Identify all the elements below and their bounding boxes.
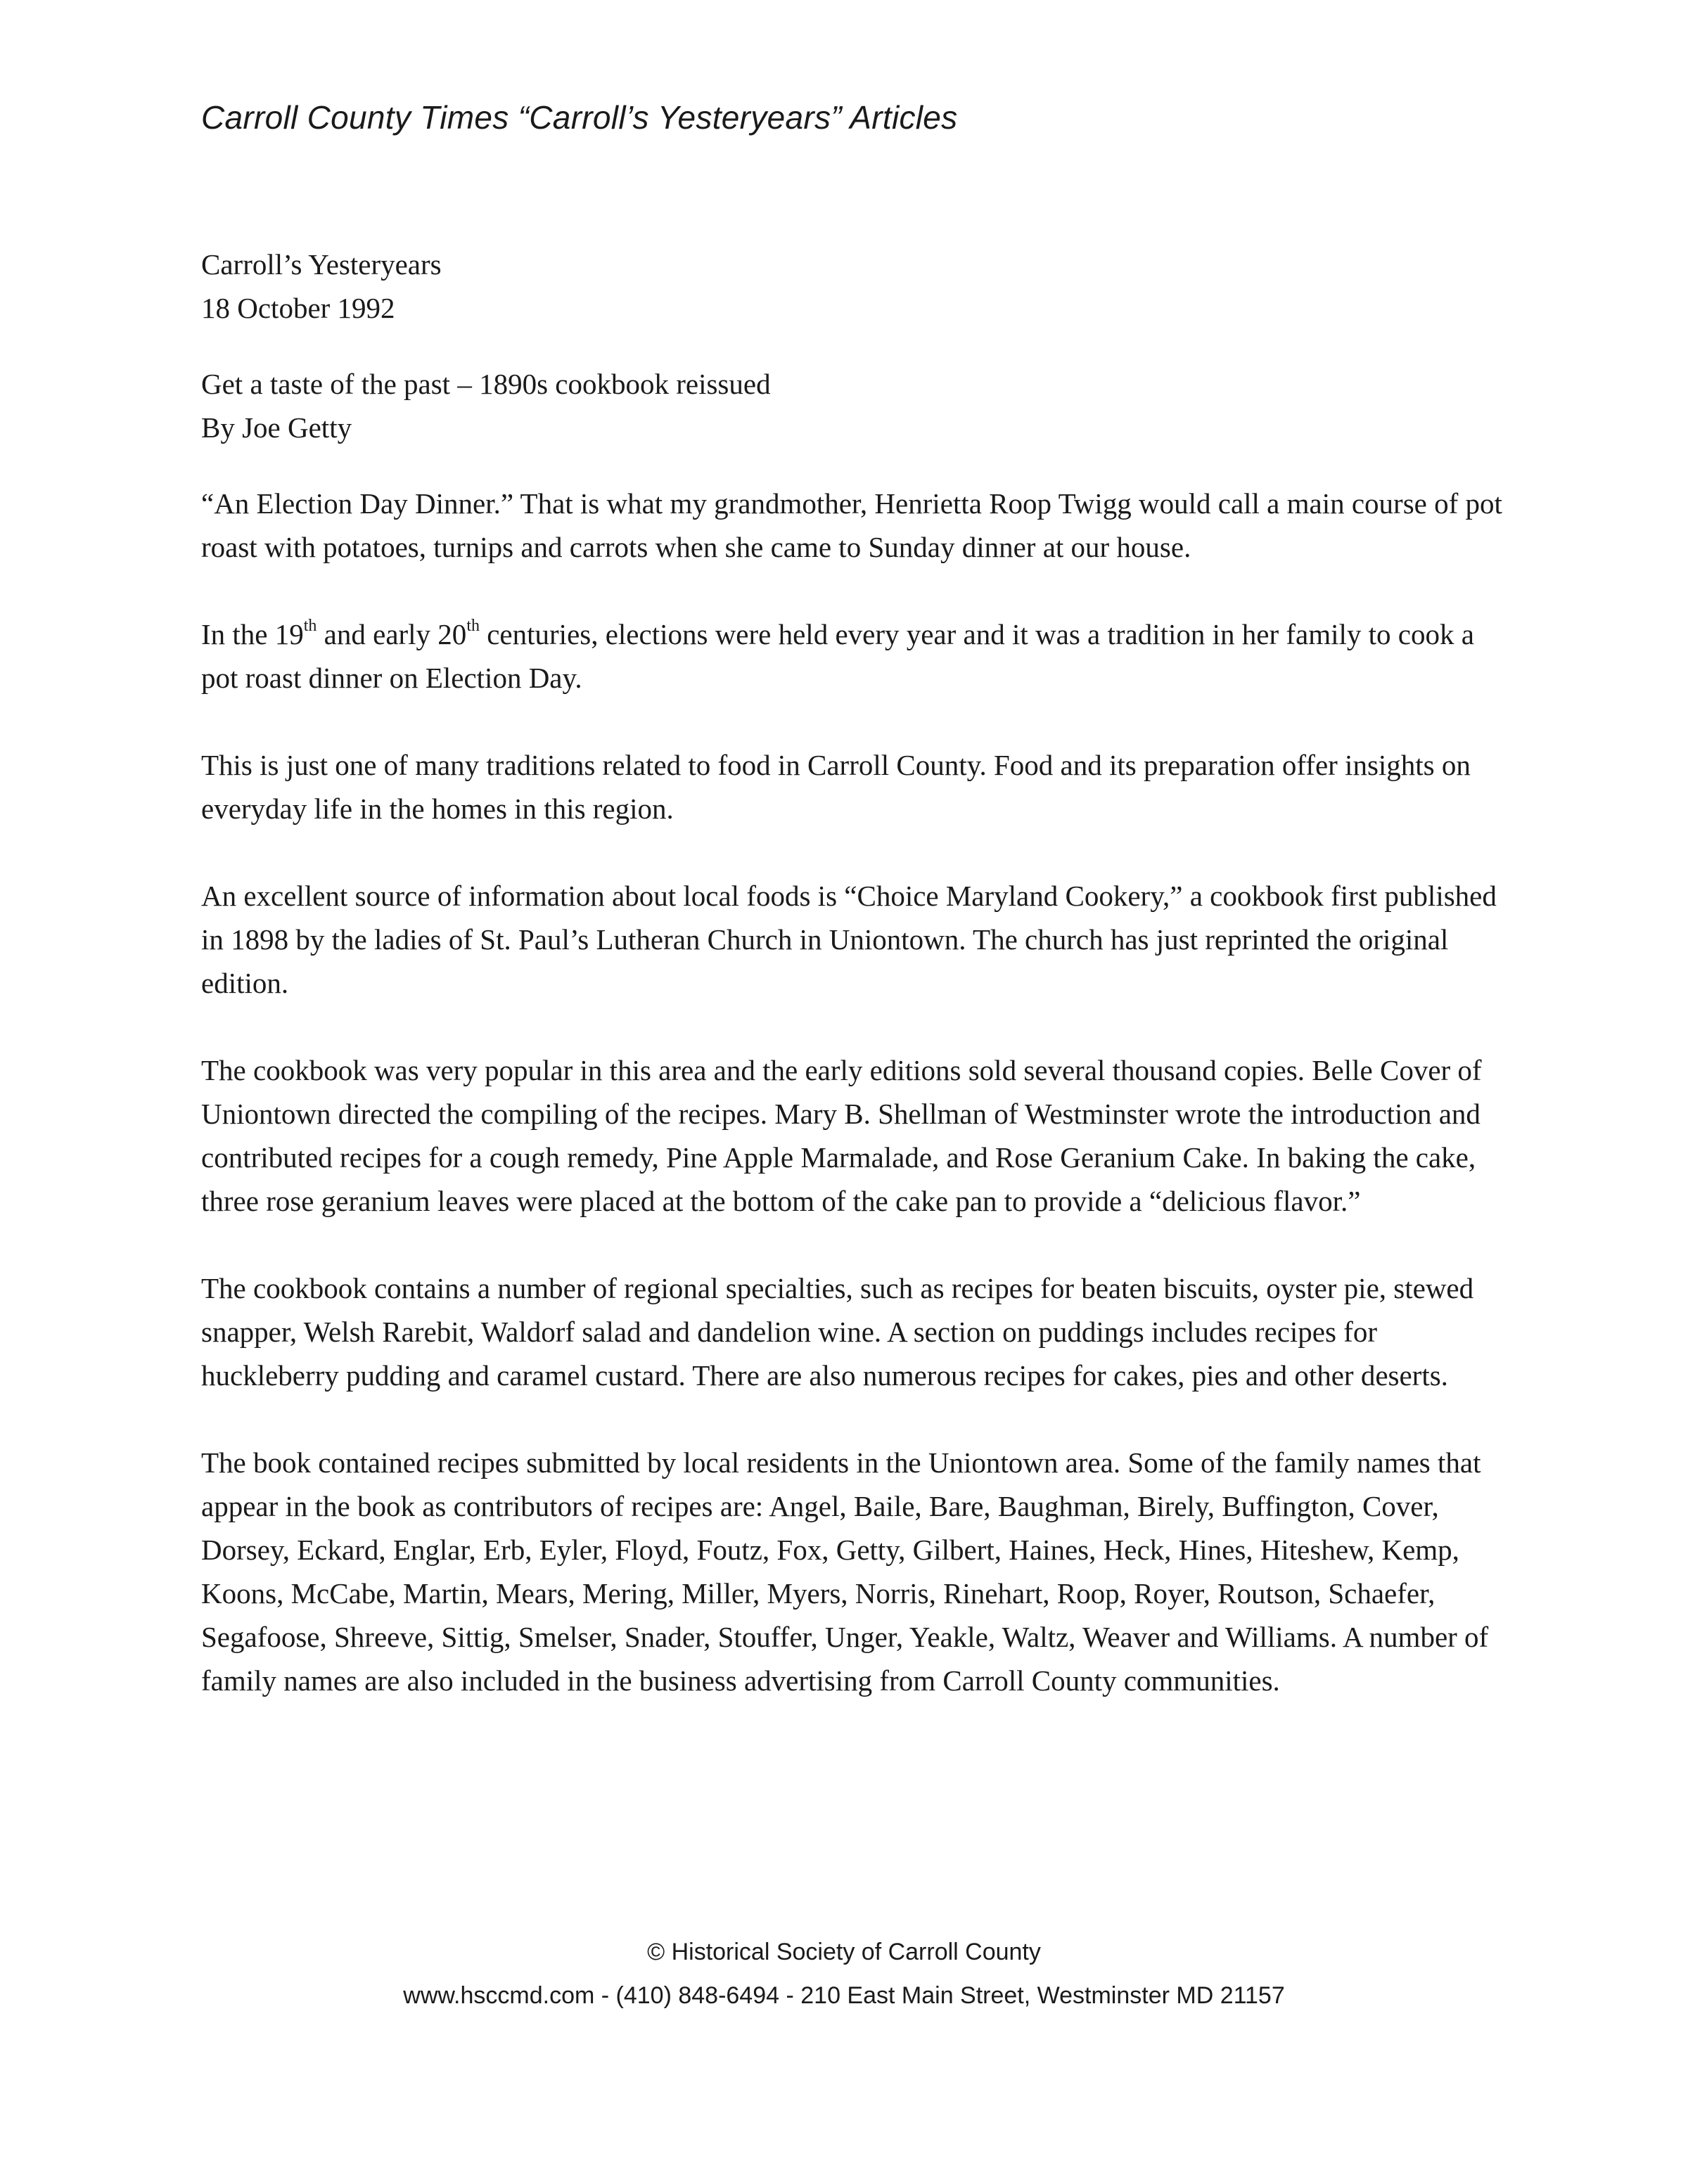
paragraph-contributors: The book contained recipes submitted by local residents in the Uniontown area. Some of the family names that appear in the book as contributors of recipes are: Angel, Baile, Bare, Baughman, Birely, Buffington, Cover, Dorsey, Eckard, Englar, Erb, Eyler, Floyd, Foutz, Fox, Getty, Gilbert, Haines, Heck, Hines, Hiteshew, Kemp, Koons, McCabe, Martin, Mears, Mering, Miller, Myers, Norris, Rinehart, Roop, Royer, Routson, Schaefer, Segafoose, Shreeve, Sittig, Smelser, Snader, Stouffer, Unger, Yeakle, Waltz, Weaver and Williams. A number of family names are also included in the business advertising from Carroll County communities. <box>201 1446 1489 1697</box>
article-headline: Get a taste of the past – 1890s cookbook reissued <box>201 368 771 400</box>
footer-contact: www.hsccmd.com - (410) 848-6494 - 210 East Main Street, Westminster MD 21157 <box>403 1982 1285 2009</box>
superscript: th <box>303 617 317 636</box>
page-header-title: Carroll County Times “Carroll’s Yesteryears” Articles <box>201 99 958 136</box>
paragraph-text: centuries, elections were held every year and it was a tradition in her family to cook a pot roast dinner on Election Day. <box>201 618 1474 694</box>
paragraph-text: and early 20 <box>316 618 467 650</box>
paragraph-cookbook-source: An excellent source of information about local foods is “Choice Maryland Cookery,” a cookbook first published in 1898 by the ladies of St. Paul’s Lutheran Church in Uniontown. The church has just reprinted the original edition. <box>201 880 1497 999</box>
paragraph-regional-specialties: The cookbook contains a number of regional specialties, such as recipes for beaten biscuits, oyster pie, stewed snapper, Welsh Rarebit, Waldorf salad and dandelion wine. A section on puddings includes recipes for huckleberry pudding and caramel custard. There are also numerous recipes for cakes, pies and other deserts. <box>201 1272 1474 1392</box>
column-name: Carroll’s Yesteryears <box>201 248 442 281</box>
paragraph-food-traditions: This is just one of many traditions related to food in Carroll County. Food and its preparation offer insights on everyday life in the homes in this region. <box>201 749 1471 825</box>
article-body <box>201 243 1509 1702</box>
article-date: 18 October 1992 <box>201 292 395 324</box>
footer-copyright: © Historical Society of Carroll County <box>647 1939 1041 1965</box>
article-meta <box>201 243 1509 330</box>
paragraph-text: In the 19 <box>201 618 304 650</box>
paragraph-cookbook-popularity: The cookbook was very popular in this area and the early editions sold several thousand copies. Belle Cover of Uniontown directed the compiling of the recipes. Mary B. Shellman of Westminster wrote the introduction and contributed recipes for a cough remedy, Pine Apple Marmalade, and Rose Geranium Cake. In baking the cake, three rose geranium leaves were placed at the bottom of the cake pan to provide a “delicious flavor.” <box>201 1054 1482 1217</box>
paragraph-election-dinner: “An Election Day Dinner.” That is what my grandmother, Henrietta Roop Twigg would call a main course of pot roast with potatoes, turnips and carrots when she came to Sunday dinner at our house. <box>201 487 1502 563</box>
article-byline: By Joe Getty <box>201 411 352 444</box>
article-title-block <box>201 362 1509 449</box>
superscript: th <box>466 617 480 636</box>
page-footer <box>0 1930 1688 2017</box>
paragraph-election-tradition <box>201 612 1509 700</box>
